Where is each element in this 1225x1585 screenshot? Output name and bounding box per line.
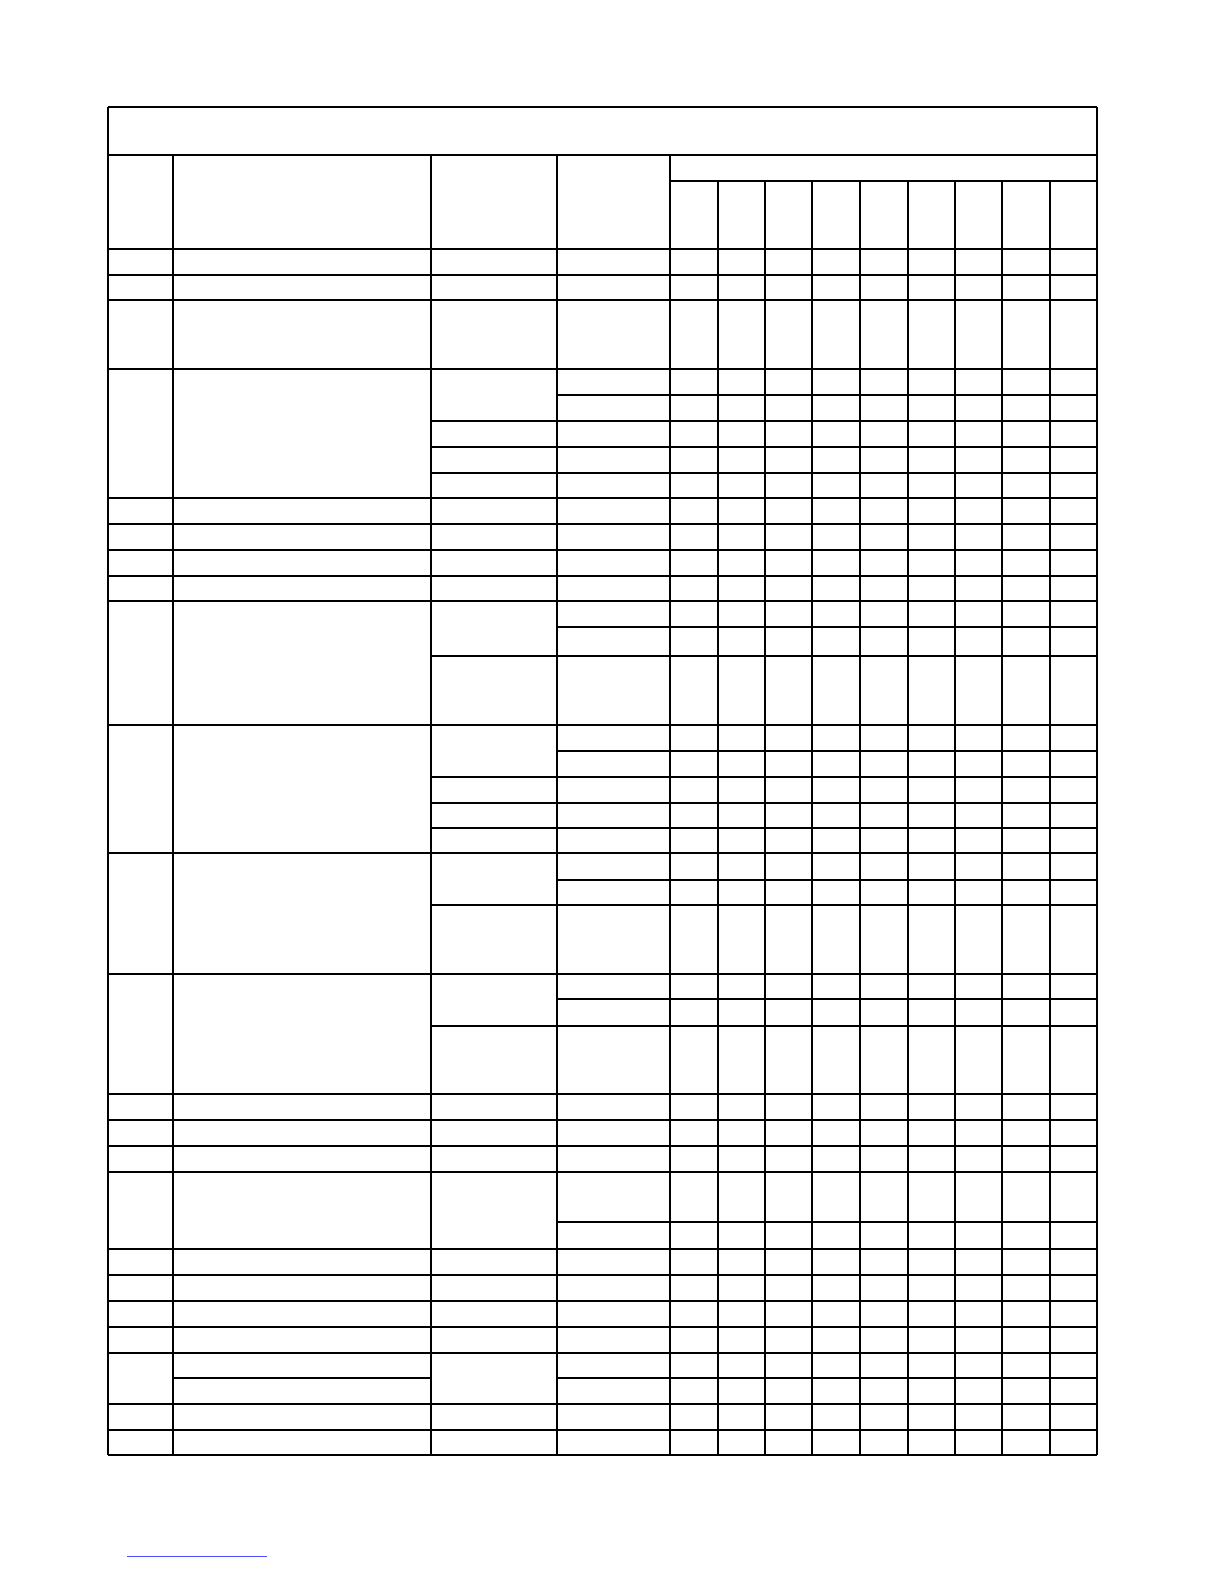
- footer-link[interactable]: [127, 1556, 267, 1557]
